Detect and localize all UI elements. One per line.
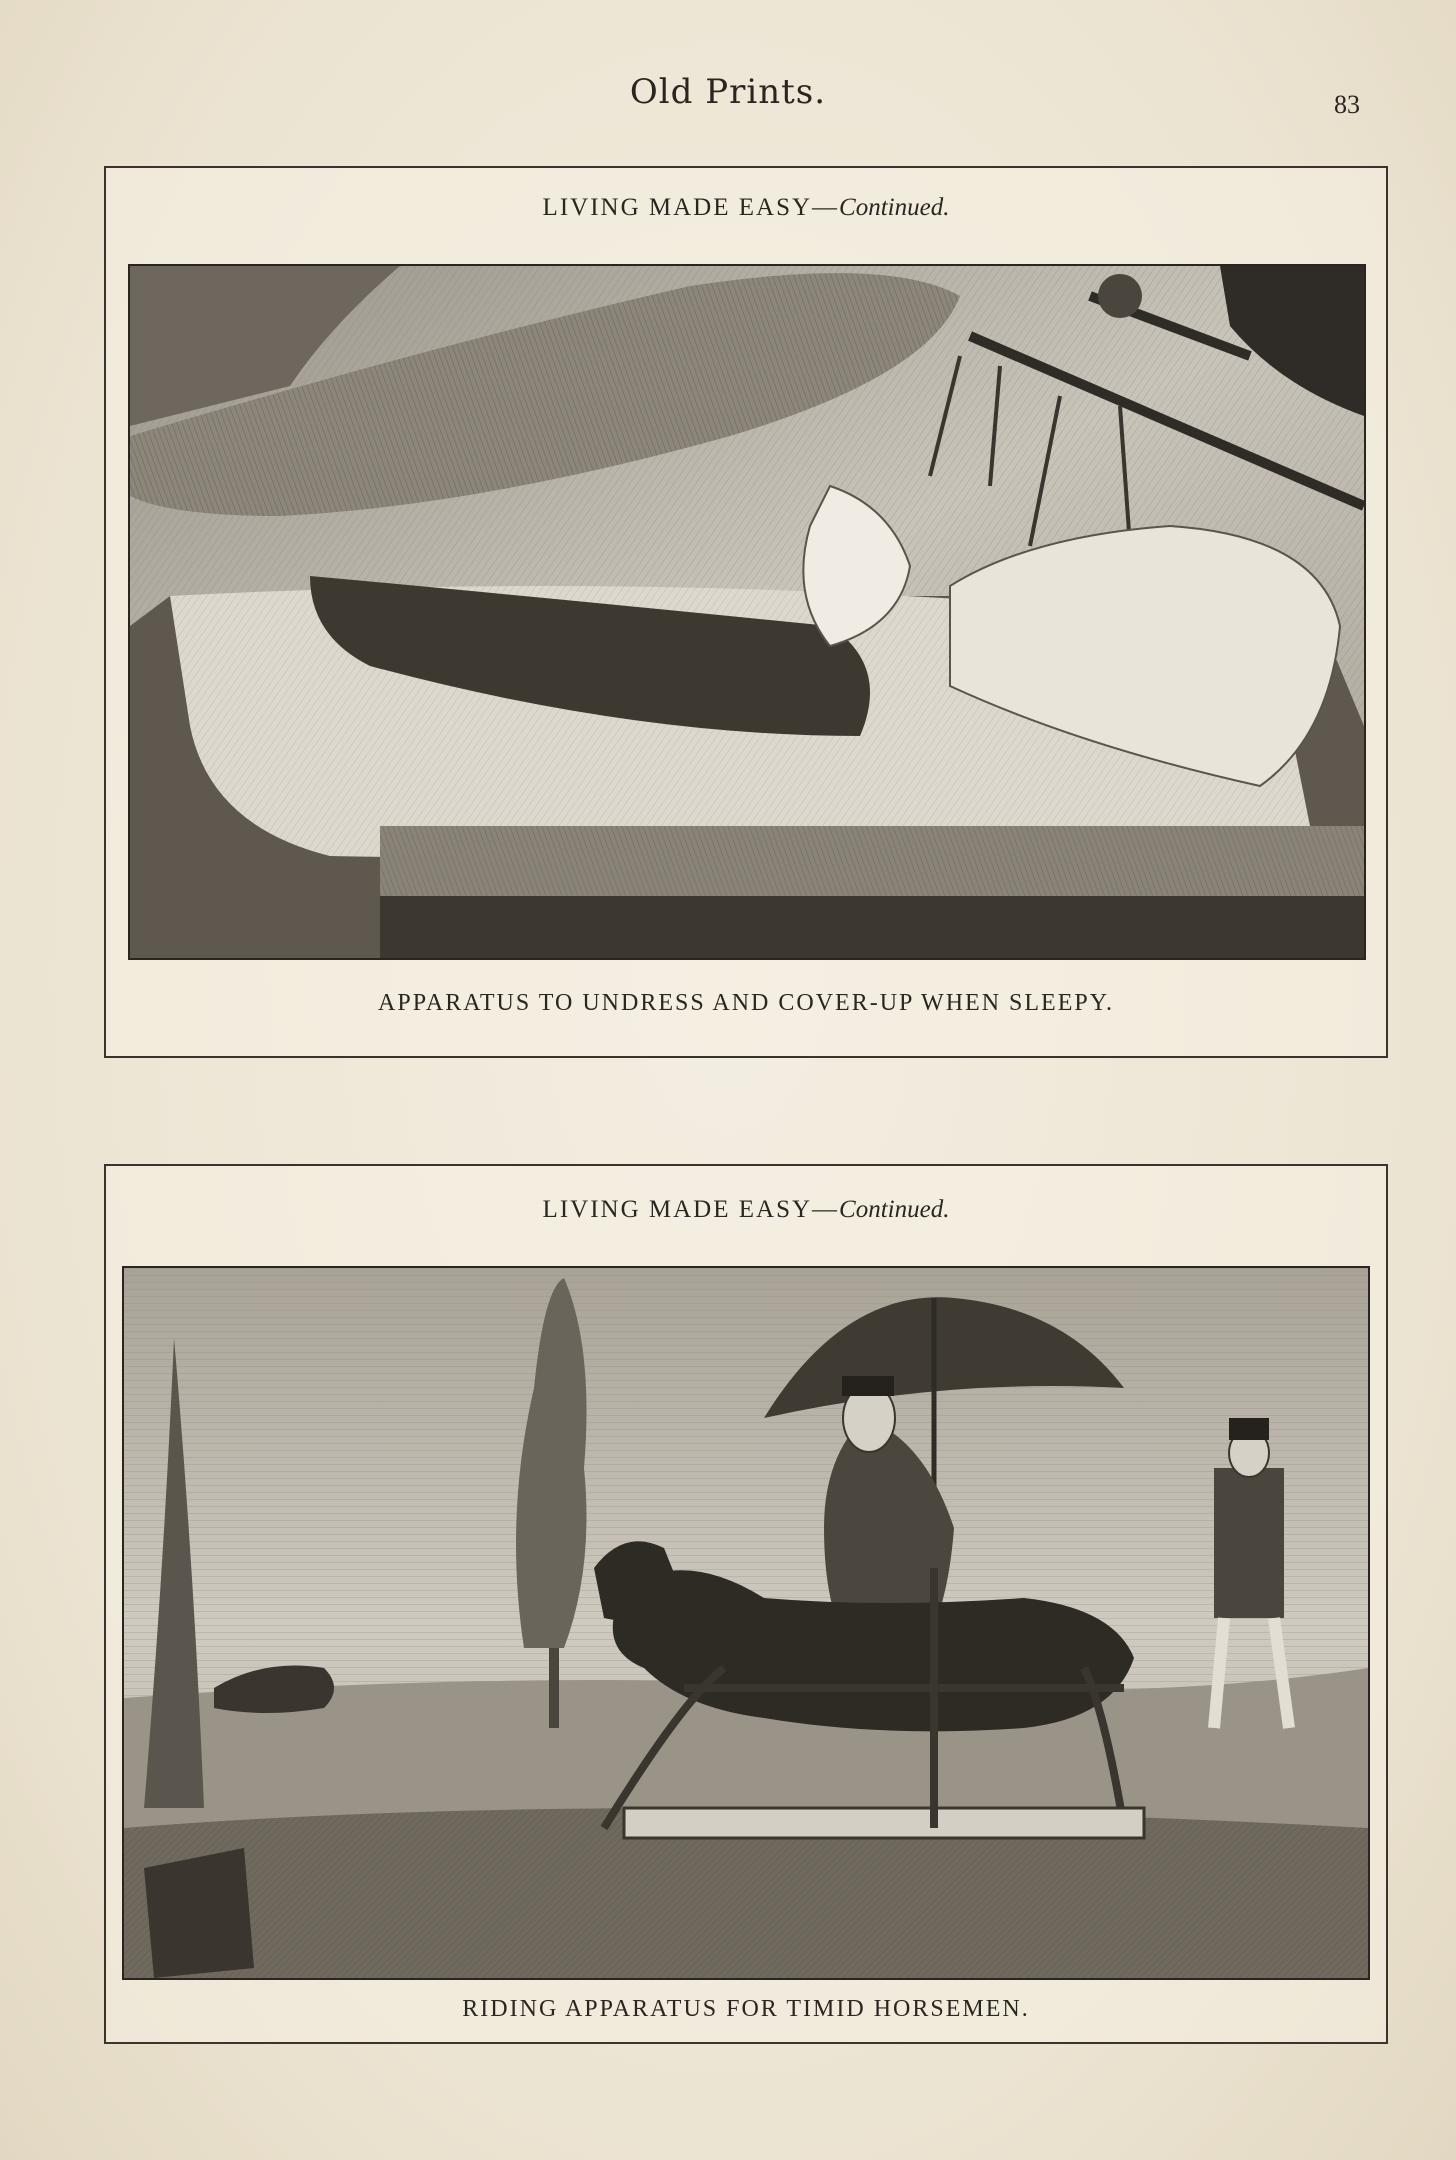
plate-heading-continued: Continued.	[839, 194, 950, 221]
plate-heading	[106, 1196, 1386, 1224]
plate-heading-main: LIVING MADE EASY	[542, 194, 813, 221]
riding-apparatus-illustration	[124, 1268, 1368, 1978]
bed-apparatus-engraving-icon	[128, 264, 1366, 960]
plate-heading-dash: —	[812, 1196, 840, 1223]
plate-heading-dash: —	[812, 194, 840, 221]
plate-bed-apparatus	[104, 166, 1388, 1058]
plate-riding-apparatus	[104, 1164, 1388, 2044]
page-number: 83	[1334, 90, 1360, 119]
plate-heading-main: LIVING MADE EASY	[542, 1196, 813, 1223]
running-title: Old Prints.	[629, 72, 827, 112]
riding-apparatus-engraving-icon	[122, 1266, 1370, 1980]
plate-caption: RIDING APPARATUS FOR TIMID HORSEMEN.	[462, 1996, 1030, 2022]
bed-apparatus-illustration	[130, 266, 1364, 958]
plate-heading-continued: Continued.	[839, 1196, 950, 1223]
plate-caption: APPARATUS TO UNDRESS AND COVER-UP WHEN SLEEPY.	[378, 990, 1114, 1016]
plate-heading	[106, 194, 1386, 222]
